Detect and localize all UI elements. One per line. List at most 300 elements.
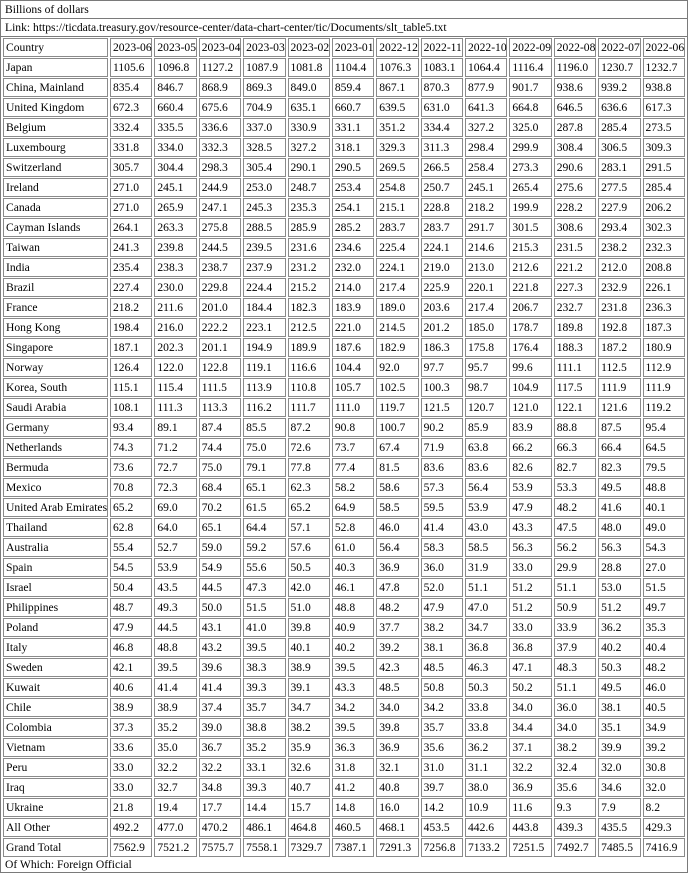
value-cell: 47.3 xyxy=(243,578,285,597)
value-cell: 232.0 xyxy=(332,258,374,277)
value-cell: 298.3 xyxy=(199,158,241,177)
value-cell: 218.2 xyxy=(465,198,507,217)
table-row xyxy=(3,578,685,597)
table-row xyxy=(3,698,685,717)
value-cell: 46.1 xyxy=(332,578,374,597)
value-cell: 32.0 xyxy=(598,758,640,777)
value-cell: 36.9 xyxy=(376,558,418,577)
value-cell: 15.7 xyxy=(288,798,330,817)
value-cell: 9.3 xyxy=(554,798,596,817)
country-name-cell: Saudi Arabia xyxy=(3,398,108,417)
value-cell: 291.7 xyxy=(465,218,507,237)
value-cell: 429.3 xyxy=(643,818,686,837)
value-cell: 868.9 xyxy=(199,78,241,97)
value-cell: 187.3 xyxy=(643,318,686,337)
value-cell: 53.9 xyxy=(154,558,196,577)
value-cell: 308.6 xyxy=(554,218,596,237)
value-cell: 212.0 xyxy=(598,258,640,277)
value-cell: 1083.1 xyxy=(421,58,463,77)
value-cell: 38.9 xyxy=(110,698,152,717)
value-cell: 215.3 xyxy=(509,238,551,257)
value-cell: 331.1 xyxy=(332,118,374,137)
value-cell: 226.1 xyxy=(643,278,686,297)
value-cell: 238.2 xyxy=(598,238,640,257)
country-name-cell: Vietnam xyxy=(3,738,108,757)
value-cell: 33.8 xyxy=(465,718,507,737)
value-cell: 235.4 xyxy=(110,258,152,277)
value-cell: 245.3 xyxy=(243,198,285,217)
column-header-date: 2023-02 xyxy=(288,38,330,57)
value-cell: 631.0 xyxy=(421,98,463,117)
table-row xyxy=(3,558,685,577)
country-name-cell: Luxembourg xyxy=(3,138,108,157)
column-header-date: 2022-08 xyxy=(554,38,596,57)
value-cell: 293.4 xyxy=(598,218,640,237)
value-cell: 39.5 xyxy=(332,718,374,737)
value-cell: 35.9 xyxy=(288,738,330,757)
value-cell: 869.3 xyxy=(243,78,285,97)
value-cell: 35.7 xyxy=(421,718,463,737)
value-cell: 62.8 xyxy=(110,518,152,537)
value-cell: 32.1 xyxy=(376,758,418,777)
column-header-date: 2023-06 xyxy=(110,38,152,57)
value-cell: 66.4 xyxy=(598,438,640,457)
table-row xyxy=(3,98,685,117)
value-cell: 443.8 xyxy=(509,818,551,837)
value-cell: 442.6 xyxy=(465,818,507,837)
value-cell: 334.4 xyxy=(421,118,463,137)
value-cell: 228.2 xyxy=(554,198,596,217)
value-cell: 82.3 xyxy=(598,458,640,477)
value-cell: 1081.8 xyxy=(288,58,330,77)
value-cell: 39.5 xyxy=(332,658,374,677)
value-cell: 33.0 xyxy=(110,758,152,777)
value-cell: 318.1 xyxy=(332,138,374,157)
value-cell: 34.8 xyxy=(199,778,241,797)
value-cell: 36.3 xyxy=(332,738,374,757)
value-cell: 849.0 xyxy=(288,78,330,97)
value-cell: 64.9 xyxy=(332,498,374,517)
value-cell: 88.8 xyxy=(554,418,596,437)
country-name-cell: Germany xyxy=(3,418,108,437)
table-header-row xyxy=(3,38,685,57)
country-name-cell: Thailand xyxy=(3,518,108,537)
table-row xyxy=(3,818,685,837)
value-cell: 51.1 xyxy=(465,578,507,597)
value-cell: 704.9 xyxy=(243,98,285,117)
value-cell: 93.4 xyxy=(110,418,152,437)
value-cell: 65.2 xyxy=(288,498,330,517)
value-cell: 56.2 xyxy=(554,538,596,557)
value-cell: 36.0 xyxy=(554,698,596,717)
value-cell: 238.3 xyxy=(154,258,196,277)
value-cell: 57.6 xyxy=(288,538,330,557)
value-cell: 183.9 xyxy=(332,298,374,317)
value-cell: 112.9 xyxy=(643,358,686,377)
country-name-cell: Bermuda xyxy=(3,458,108,477)
value-cell: 199.9 xyxy=(509,198,551,217)
value-cell: 283.7 xyxy=(421,218,463,237)
table-row xyxy=(3,478,685,497)
value-cell: 37.1 xyxy=(509,738,551,757)
value-cell: 39.3 xyxy=(243,778,285,797)
value-cell: 617.3 xyxy=(643,98,686,117)
value-cell: 859.4 xyxy=(332,78,374,97)
value-cell: 241.3 xyxy=(110,238,152,257)
value-cell: 37.7 xyxy=(376,618,418,637)
value-cell: 639.5 xyxy=(376,98,418,117)
value-cell: 65.1 xyxy=(243,478,285,497)
value-cell: 31.8 xyxy=(332,758,374,777)
country-name-cell: United Kingdom xyxy=(3,98,108,117)
value-cell: 306.5 xyxy=(598,138,640,157)
value-cell: 126.4 xyxy=(110,358,152,377)
value-cell: 250.7 xyxy=(421,178,463,197)
value-cell: 244.9 xyxy=(199,178,241,197)
value-cell: 38.1 xyxy=(598,698,640,717)
value-cell: 304.4 xyxy=(154,158,196,177)
value-cell: 39.8 xyxy=(376,718,418,737)
value-cell: 39.8 xyxy=(288,618,330,637)
value-cell: 31.9 xyxy=(465,558,507,577)
value-cell: 232.9 xyxy=(598,278,640,297)
value-cell: 248.7 xyxy=(288,178,330,197)
value-cell: 254.1 xyxy=(332,198,374,217)
value-cell: 40.2 xyxy=(598,638,640,657)
table-row xyxy=(3,638,685,657)
value-cell: 71.2 xyxy=(154,438,196,457)
value-cell: 36.8 xyxy=(509,638,551,657)
value-cell: 47.9 xyxy=(421,598,463,617)
value-cell: 69.0 xyxy=(154,498,196,517)
value-cell: 116.2 xyxy=(243,398,285,417)
value-cell: 234.6 xyxy=(332,238,374,257)
value-cell: 117.5 xyxy=(554,378,596,397)
value-cell: 47.0 xyxy=(465,598,507,617)
country-name-cell: Japan xyxy=(3,58,108,77)
value-cell: 283.1 xyxy=(598,158,640,177)
value-cell: 38.2 xyxy=(421,618,463,637)
value-cell: 51.2 xyxy=(509,598,551,617)
value-cell: 85.5 xyxy=(243,418,285,437)
footer-note: Of Which: Foreign Official xyxy=(5,858,132,871)
value-cell: 10.9 xyxy=(465,798,507,817)
value-cell: 273.5 xyxy=(643,118,686,137)
value-cell: 49.5 xyxy=(598,678,640,697)
value-cell: 49.5 xyxy=(598,478,640,497)
value-cell: 71.9 xyxy=(421,438,463,457)
value-cell: 330.9 xyxy=(288,118,330,137)
value-cell: 287.8 xyxy=(554,118,596,137)
value-cell: 111.0 xyxy=(332,398,374,417)
value-cell: 206.7 xyxy=(509,298,551,317)
value-cell: 47.9 xyxy=(509,498,551,517)
value-cell: 39.5 xyxy=(243,638,285,657)
value-cell: 30.8 xyxy=(643,758,686,777)
value-cell: 335.5 xyxy=(154,118,196,137)
country-name-cell: Norway xyxy=(3,358,108,377)
value-cell: 58.6 xyxy=(376,478,418,497)
source-link[interactable]: Link: https://ticdata.treasury.gov/resource-center/data-chart-center/tic/Documents/slt_table5.txt xyxy=(1,19,687,37)
value-cell: 111.7 xyxy=(288,398,330,417)
table-row xyxy=(3,178,685,197)
value-cell: 89.1 xyxy=(154,418,196,437)
value-cell: 121.6 xyxy=(598,398,640,417)
value-cell: 327.2 xyxy=(288,138,330,157)
value-cell: 1127.2 xyxy=(199,58,241,77)
value-cell: 328.5 xyxy=(243,138,285,157)
value-cell: 122.1 xyxy=(554,398,596,417)
table-row xyxy=(3,498,685,517)
units-caption: Billions of dollars xyxy=(1,1,687,19)
value-cell: 1196.0 xyxy=(554,58,596,77)
table-row xyxy=(3,438,685,457)
value-cell: 21.8 xyxy=(110,798,152,817)
value-cell: 63.8 xyxy=(465,438,507,457)
value-cell: 40.1 xyxy=(288,638,330,657)
value-cell: 57.1 xyxy=(288,518,330,537)
value-cell: 309.3 xyxy=(643,138,686,157)
value-cell: 214.0 xyxy=(332,278,374,297)
value-cell: 39.1 xyxy=(288,678,330,697)
value-cell: 51.2 xyxy=(509,578,551,597)
value-cell: 7329.7 xyxy=(288,838,330,857)
value-cell: 43.3 xyxy=(332,678,374,697)
value-cell: 660.7 xyxy=(332,98,374,117)
value-cell: 253.0 xyxy=(243,178,285,197)
value-cell: 100.3 xyxy=(421,378,463,397)
value-cell: 182.9 xyxy=(376,338,418,357)
value-cell: 49.7 xyxy=(643,598,686,617)
value-cell: 325.0 xyxy=(509,118,551,137)
value-cell: 119.2 xyxy=(643,398,686,417)
country-name-cell: Netherlands xyxy=(3,438,108,457)
column-header-date: 2022-09 xyxy=(509,38,551,57)
value-cell: 50.4 xyxy=(110,578,152,597)
value-cell: 35.2 xyxy=(243,738,285,757)
value-cell: 46.0 xyxy=(643,678,686,697)
table-row xyxy=(3,798,685,817)
country-name-cell: Spain xyxy=(3,558,108,577)
value-cell: 53.9 xyxy=(465,498,507,517)
value-cell: 83.9 xyxy=(509,418,551,437)
value-cell: 189.9 xyxy=(288,338,330,357)
value-cell: 290.1 xyxy=(288,158,330,177)
value-cell: 265.4 xyxy=(509,178,551,197)
value-cell: 938.6 xyxy=(554,78,596,97)
value-cell: 34.6 xyxy=(598,778,640,797)
value-cell: 54.5 xyxy=(110,558,152,577)
value-cell: 66.2 xyxy=(509,438,551,457)
value-cell: 36.9 xyxy=(376,738,418,757)
value-cell: 38.8 xyxy=(243,718,285,737)
value-cell: 231.6 xyxy=(288,238,330,257)
value-cell: 33.0 xyxy=(509,558,551,577)
value-cell: 43.1 xyxy=(199,618,241,637)
value-cell: 48.2 xyxy=(554,498,596,517)
column-header-country: Country xyxy=(3,38,108,57)
value-cell: 188.3 xyxy=(554,338,596,357)
value-cell: 11.6 xyxy=(509,798,551,817)
value-cell: 51.1 xyxy=(554,578,596,597)
value-cell: 231.2 xyxy=(288,258,330,277)
value-cell: 7521.2 xyxy=(154,838,196,857)
value-cell: 56.4 xyxy=(465,478,507,497)
value-cell: 39.2 xyxy=(643,738,686,757)
table-row xyxy=(3,518,685,537)
value-cell: 329.3 xyxy=(376,138,418,157)
country-name-cell: Kuwait xyxy=(3,678,108,697)
table-row xyxy=(3,298,685,317)
value-cell: 38.9 xyxy=(288,658,330,677)
value-cell: 189.0 xyxy=(376,298,418,317)
value-cell: 48.8 xyxy=(154,638,196,657)
value-cell: 70.8 xyxy=(110,478,152,497)
value-cell: 290.6 xyxy=(554,158,596,177)
value-cell: 82.6 xyxy=(509,458,551,477)
holdings-table xyxy=(1,37,687,858)
value-cell: 95.4 xyxy=(643,418,686,437)
value-cell: 41.2 xyxy=(332,778,374,797)
value-cell: 331.8 xyxy=(110,138,152,157)
value-cell: 32.7 xyxy=(154,778,196,797)
country-name-cell: Iraq xyxy=(3,778,108,797)
value-cell: 219.0 xyxy=(421,258,463,277)
value-cell: 34.0 xyxy=(376,698,418,717)
table-row xyxy=(3,358,685,377)
value-cell: 675.6 xyxy=(199,98,241,117)
value-cell: 285.4 xyxy=(598,118,640,137)
value-cell: 35.6 xyxy=(421,738,463,757)
value-cell: 36.2 xyxy=(465,738,507,757)
value-cell: 198.4 xyxy=(110,318,152,337)
value-cell: 40.1 xyxy=(643,498,686,517)
value-cell: 646.5 xyxy=(554,98,596,117)
value-cell: 217.4 xyxy=(465,298,507,317)
value-cell: 34.2 xyxy=(332,698,374,717)
value-cell: 1064.4 xyxy=(465,58,507,77)
value-cell: 1230.7 xyxy=(598,58,640,77)
value-cell: 32.6 xyxy=(288,758,330,777)
value-cell: 34.0 xyxy=(554,718,596,737)
value-cell: 439.3 xyxy=(554,818,596,837)
value-cell: 38.0 xyxy=(465,778,507,797)
value-cell: 877.9 xyxy=(465,78,507,97)
value-cell: 16.0 xyxy=(376,798,418,817)
country-name-cell: Poland xyxy=(3,618,108,637)
value-cell: 228.8 xyxy=(421,198,463,217)
value-cell: 70.2 xyxy=(199,498,241,517)
value-cell: 182.3 xyxy=(288,298,330,317)
value-cell: 664.8 xyxy=(509,98,551,117)
value-cell: 105.7 xyxy=(332,378,374,397)
value-cell: 492.2 xyxy=(110,818,152,837)
value-cell: 291.5 xyxy=(643,158,686,177)
value-cell: 224.1 xyxy=(376,258,418,277)
value-cell: 40.2 xyxy=(332,638,374,657)
column-header-date: 2022-07 xyxy=(598,38,640,57)
value-cell: 185.0 xyxy=(465,318,507,337)
value-cell: 48.3 xyxy=(554,658,596,677)
column-header-date: 2023-04 xyxy=(199,38,241,57)
value-cell: 435.5 xyxy=(598,818,640,837)
value-cell: 49.0 xyxy=(643,518,686,537)
value-cell: 215.2 xyxy=(288,278,330,297)
value-cell: 39.3 xyxy=(243,678,285,697)
value-cell: 1087.9 xyxy=(243,58,285,77)
value-cell: 1232.7 xyxy=(643,58,686,77)
value-cell: 218.2 xyxy=(110,298,152,317)
value-cell: 111.9 xyxy=(598,378,640,397)
value-cell: 58.2 xyxy=(332,478,374,497)
value-cell: 254.8 xyxy=(376,178,418,197)
value-cell: 29.9 xyxy=(554,558,596,577)
value-cell: 61.5 xyxy=(243,498,285,517)
value-cell: 33.9 xyxy=(554,618,596,637)
value-cell: 39.9 xyxy=(598,738,640,757)
value-cell: 14.8 xyxy=(332,798,374,817)
value-cell: 53.3 xyxy=(554,478,596,497)
value-cell: 194.9 xyxy=(243,338,285,357)
value-cell: 203.6 xyxy=(421,298,463,317)
value-cell: 7416.9 xyxy=(643,838,686,857)
value-cell: 477.0 xyxy=(154,818,196,837)
value-cell: 113.3 xyxy=(199,398,241,417)
value-cell: 7.9 xyxy=(598,798,640,817)
value-cell: 120.7 xyxy=(465,398,507,417)
value-cell: 269.5 xyxy=(376,158,418,177)
value-cell: 54.9 xyxy=(199,558,241,577)
value-cell: 111.5 xyxy=(199,378,241,397)
country-name-cell: Colombia xyxy=(3,718,108,737)
value-cell: 43.5 xyxy=(154,578,196,597)
value-cell: 83.6 xyxy=(465,458,507,477)
country-name-cell: Grand Total xyxy=(3,838,108,857)
value-cell: 99.6 xyxy=(509,358,551,377)
table-row xyxy=(3,738,685,757)
value-cell: 275.8 xyxy=(199,218,241,237)
table-row xyxy=(3,538,685,557)
table-row xyxy=(3,678,685,697)
value-cell: 97.7 xyxy=(421,358,463,377)
value-cell: 34.7 xyxy=(465,618,507,637)
country-name-cell: Brazil xyxy=(3,278,108,297)
value-cell: 266.5 xyxy=(421,158,463,177)
value-cell: 37.3 xyxy=(110,718,152,737)
value-cell: 224.1 xyxy=(421,238,463,257)
value-cell: 215.1 xyxy=(376,198,418,217)
value-cell: 222.2 xyxy=(199,318,241,337)
value-cell: 32.2 xyxy=(154,758,196,777)
country-name-cell: Singapore xyxy=(3,338,108,357)
value-cell: 116.6 xyxy=(288,358,330,377)
country-name-cell: Hong Kong xyxy=(3,318,108,337)
value-cell: 35.6 xyxy=(554,778,596,797)
value-cell: 34.0 xyxy=(509,698,551,717)
value-cell: 334.0 xyxy=(154,138,196,157)
value-cell: 35.1 xyxy=(598,718,640,737)
value-cell: 214.5 xyxy=(376,318,418,337)
value-cell: 32.2 xyxy=(509,758,551,777)
table-row xyxy=(3,618,685,637)
value-cell: 227.3 xyxy=(554,278,596,297)
value-cell: 90.2 xyxy=(421,418,463,437)
value-cell: 39.2 xyxy=(376,638,418,657)
value-cell: 122.0 xyxy=(154,358,196,377)
value-cell: 176.4 xyxy=(509,338,551,357)
country-name-cell: Chile xyxy=(3,698,108,717)
value-cell: 48.0 xyxy=(598,518,640,537)
